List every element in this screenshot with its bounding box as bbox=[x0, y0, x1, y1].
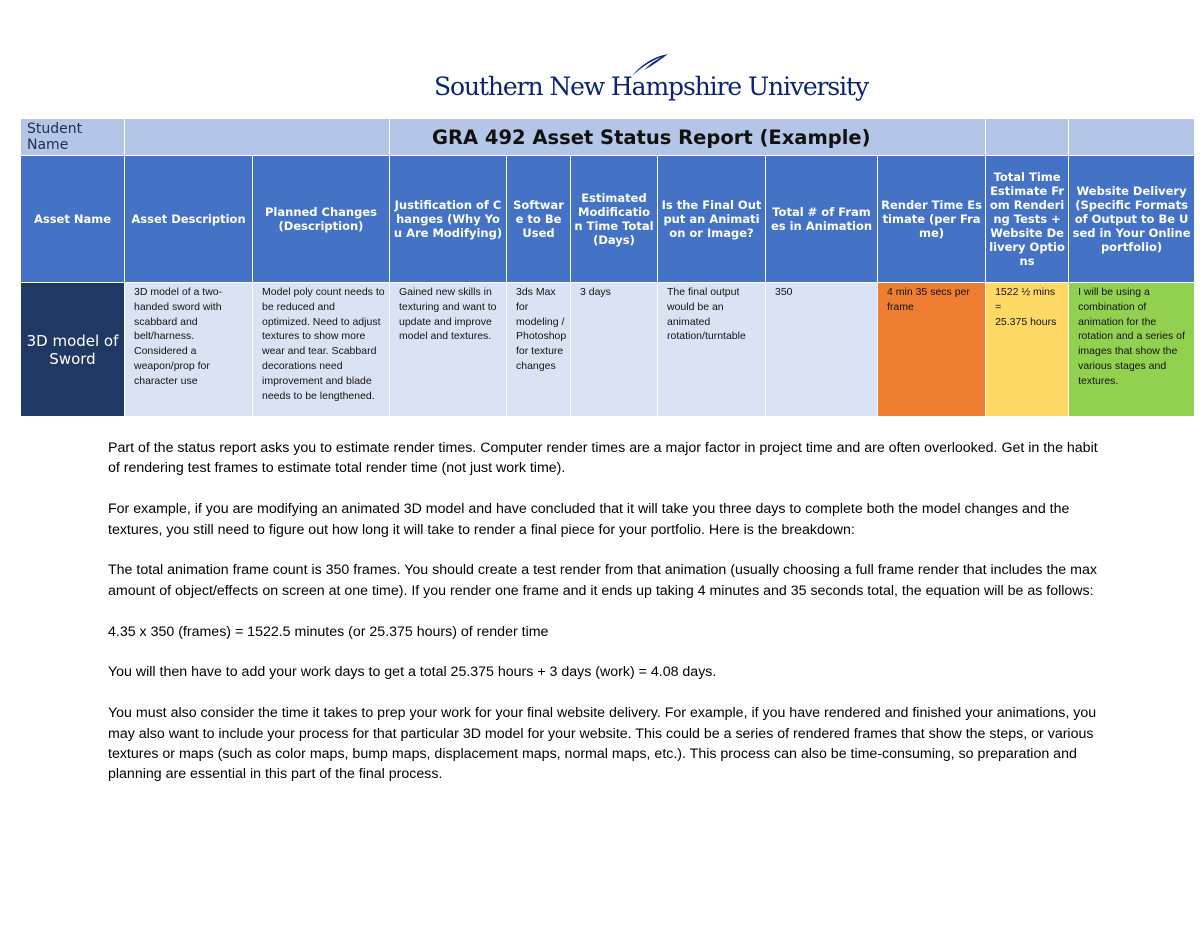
title-row-blank-2 bbox=[1069, 119, 1195, 156]
total-time-hours: 25.375 hours bbox=[995, 315, 1057, 328]
cell-justification: Gained new skills in texturing and want to update and improve model and textures. bbox=[390, 283, 507, 417]
cell-total-time bbox=[986, 283, 1069, 417]
cell-asset-description: 3D model of a two-handed sword with scabbard and belt/harness. Considered a weapon/prop for character use bbox=[125, 283, 253, 417]
header-row bbox=[21, 156, 1195, 283]
header-software: Software to Be Used bbox=[507, 156, 571, 283]
total-time-equals: = bbox=[995, 300, 1002, 313]
header-total-time: Total Time Estimate From Rendering Tests + Website Delivery Options bbox=[986, 156, 1069, 283]
header-modification-time: Estimated Modification Time Total (Days) bbox=[571, 156, 658, 283]
header-asset-description: Asset Description bbox=[125, 156, 253, 283]
paragraph-website-prep: You must also consider the time it takes to prep your work for your final website delivery. For example, if you have rendered and finished your animations, you may also want to include your process for that particular 3D model for your website. This could be a series of rendered frames that show the steps, or various textures or maps (such as color maps, bump maps, displacement maps, normal maps, etc.). This process can also be time-consuming, so preparation and planning are essential in this part of the final process. bbox=[108, 705, 1097, 783]
paragraph-intro: Part of the status report asks you to estimate render times. Computer render times are a major factor in project time and are often overlooked. Get in the habit of rendering test frames to estimate total render time (not just work time). bbox=[108, 440, 1098, 477]
header-frames: Total # of Frames in Animation bbox=[766, 156, 878, 283]
cell-frames: 350 bbox=[766, 283, 878, 417]
cell-final-output: The final output would be an animated rotation/turntable bbox=[658, 283, 766, 417]
title-row bbox=[21, 119, 1195, 156]
cell-website-delivery: I will be using a combination of animation for the rotation and a series of images that show the various stages and textures. bbox=[1069, 283, 1195, 417]
explanation-text bbox=[108, 438, 1108, 805]
report-title: GRA 492 Asset Status Report (Example) bbox=[390, 119, 986, 156]
cell-render-time: 4 min 35 secs per frame bbox=[878, 283, 986, 417]
cell-modification-time: 3 days bbox=[571, 283, 658, 417]
header-justification: Justification of Changes (Why You Are Modifying) bbox=[390, 156, 507, 283]
student-name-label: Student Name bbox=[21, 119, 125, 156]
title-row-blank-1 bbox=[986, 119, 1069, 156]
table-row bbox=[21, 283, 1195, 417]
cell-software: 3ds Max for modeling / Photoshop for texture changes bbox=[507, 283, 571, 417]
header-final-output: Is the Final Output an Animation or Image? bbox=[658, 156, 766, 283]
university-name: Southern New Hampshire University bbox=[434, 72, 869, 101]
header-asset-name: Asset Name bbox=[21, 156, 125, 283]
header-planned-changes: Planned Changes (Description) bbox=[253, 156, 390, 283]
paragraph-example: For example, if you are modifying an animated 3D model and have concluded that it will take you three days to complete both the model changes and the textures, you still need to figure out how long it will take to render a final piece for your portfolio. Here is the breakdown: bbox=[108, 501, 1070, 538]
cell-asset-name: 3D model of Sword bbox=[21, 283, 125, 417]
paragraph-total-days: You will then have to add your work days to get a total 25.375 hours + 3 days (work) = 4.08 days. bbox=[108, 664, 717, 681]
paragraph-frame-count: The total animation frame count is 350 frames. You should create a test render from that animation (usually choosing a full frame render that includes the max amount of object/effects on screen at one time). If you render one frame and it ends up taking 4 minutes and 35 seconds total, the equation will be as follows: bbox=[108, 562, 1097, 599]
paragraph-equation: 4.35 x 350 (frames) = 1522.5 minutes (or 25.375 hours) of render time bbox=[108, 623, 549, 640]
header-render-time: Render Time Estimate (per Frame) bbox=[878, 156, 986, 283]
header-website-delivery: Website Delivery (Specific Formats of Output to Be Used in Your Online portfolio) bbox=[1069, 156, 1195, 283]
university-logo bbox=[434, 52, 869, 104]
asset-status-table bbox=[20, 118, 1195, 417]
student-name-field[interactable] bbox=[125, 119, 390, 156]
total-time-minutes: 1522 ½ mins bbox=[995, 286, 1056, 298]
cell-planned-changes: Model poly count needs to be reduced and optimized. Need to adjust textures to show more wear and tear. Scabbard decorations need improvement and blade needs to be lengthened. bbox=[253, 283, 390, 417]
